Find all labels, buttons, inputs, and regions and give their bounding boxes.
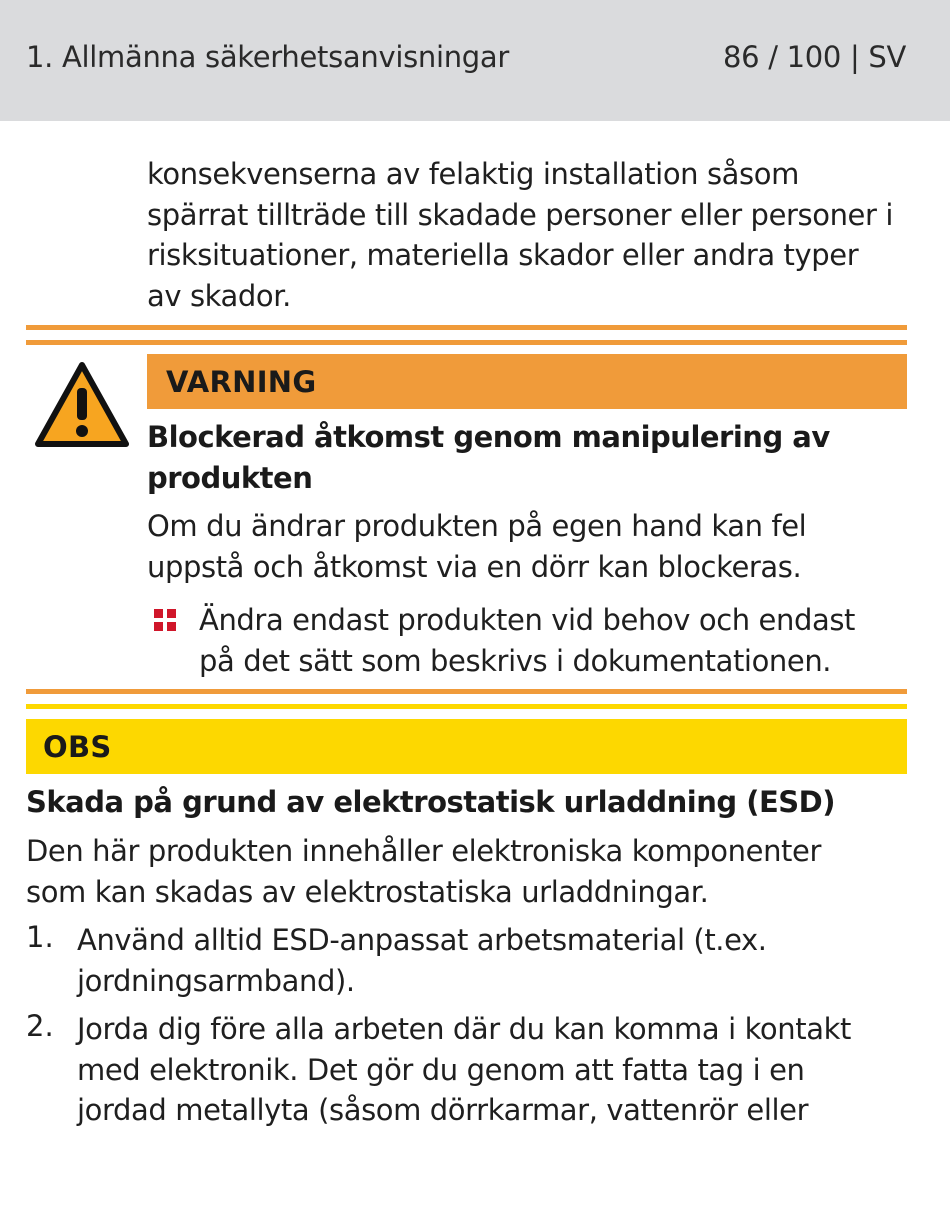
notice-label-bar <box>26 719 907 774</box>
warning-label-bar <box>147 354 907 409</box>
page-number: 86 / 100 | SV <box>722 40 906 74</box>
warning-action: Ändra endast produkten vid behov och endast på det sätt som beskrivs i dokumentationen. <box>199 603 856 678</box>
warning-body: Om du ändrar produkten på egen hand kan fel uppstå och åtkomst via en dörr kan blockeras. <box>147 509 807 584</box>
notice-top-rule <box>26 704 907 709</box>
notice-heading: Skada på grund av elektrostatisk urladdning (ESD) <box>26 785 835 819</box>
action-bullet-icon <box>154 609 176 631</box>
warning-label: VARNING <box>166 365 317 399</box>
warning-triangle-icon <box>34 360 130 448</box>
notice-body: Den här produkten innehåller elektroniska komponenter som kan skadas av elektrostatiska urladdningar. <box>26 834 821 909</box>
step-text: Använd alltid ESD-anpassat arbetsmaterial (t.ex. jordningsarmband). <box>77 923 767 998</box>
warning-top-rule <box>26 325 907 330</box>
section-title: 1. Allmänna säkerhetsanvisningar <box>26 40 510 74</box>
step-number: 1. <box>26 920 54 954</box>
step-number: 2. <box>26 1009 54 1043</box>
intro-paragraph: konsekvenserna av felaktig installation såsom spärrat tillträde till skadade personer eller personer i risksituationer, materiella skador eller andra typer av skador. <box>147 157 894 313</box>
notice-label: OBS <box>43 730 112 764</box>
page-header <box>0 0 950 121</box>
warning-heading: Blockerad åtkomst genom manipulering av produkten <box>147 420 830 495</box>
step-text: Jorda dig före alla arbeten där du kan komma i kontakt med elektronik. Det gör du genom att fatta tag i en jordad metallyta (såsom dörrkarmar, vattenrör eller <box>77 1012 851 1127</box>
warning-bottom-rule <box>26 689 907 694</box>
warning-top-rule-2 <box>26 340 907 345</box>
